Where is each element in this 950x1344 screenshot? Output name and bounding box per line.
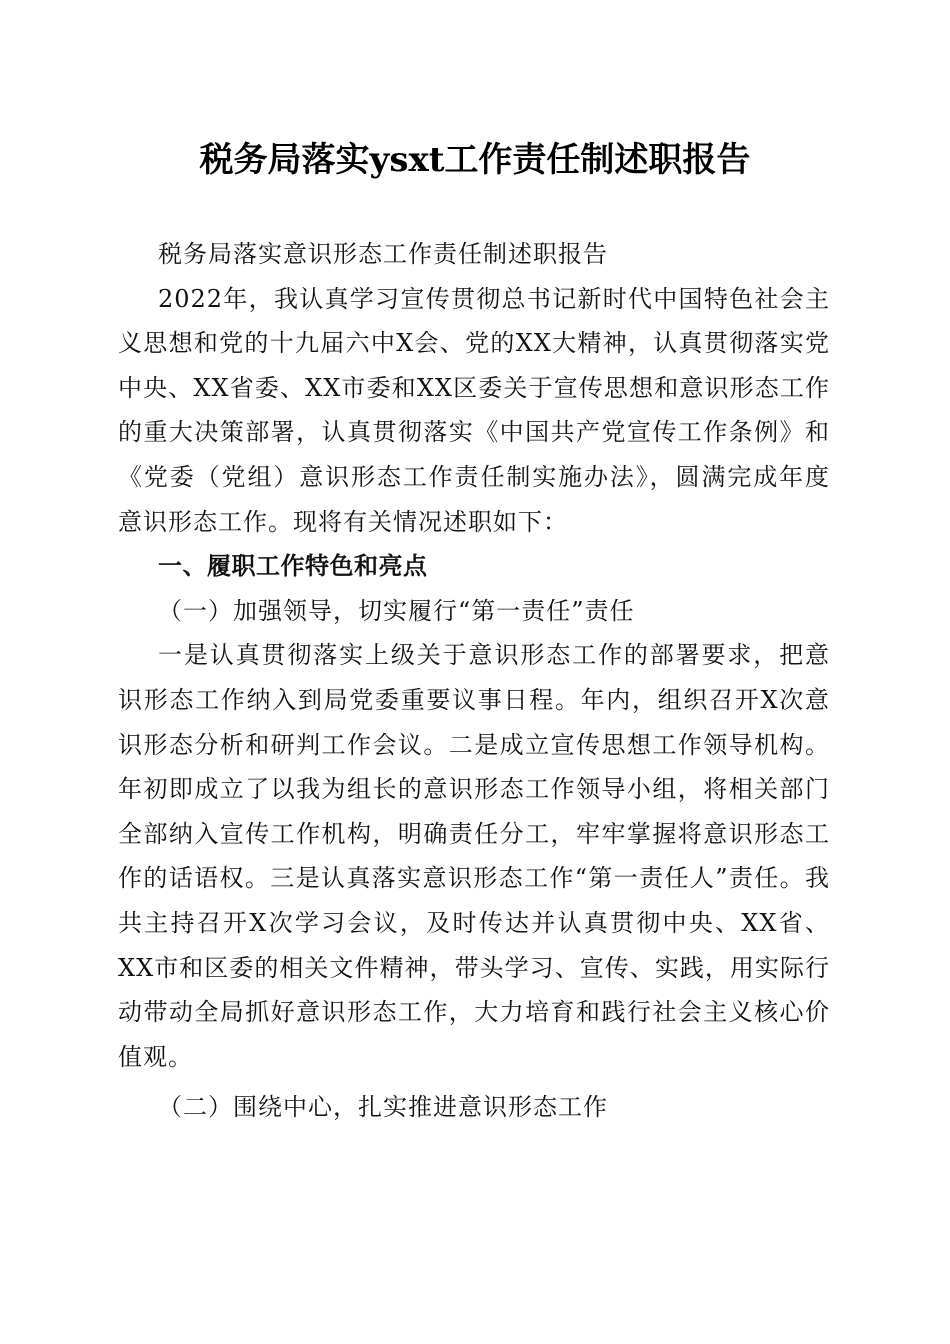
- document-body: [118, 232, 830, 1130]
- intro-paragraph: 2022年，我认真学习宣传贯彻总书记新时代中国特色社会主义思想和党的十九届六中X会、党的XX大精神，认真贯彻落实党中央、XX省委、XX市委和XX区委关于宣传思想和意识形态工作的重大决策部署，认真贯彻落实《中国共产党宣传工作条例》和《党委（党组）意识形态工作责任制实施办法》，圆满完成年度意识形态工作。现将有关情况述职如下：: [118, 284, 830, 536]
- section-heading-1: 一、履职工作特色和亮点: [158, 552, 428, 581]
- document-title: 税务局落实ysxt工作责任制述职报告: [199, 140, 751, 180]
- subsection-1-paragraph: 一是认真贯彻落实上级关于意识形态工作的部署要求，把意识形态工作纳入到局党委重要议事日程。年内，组织召开X次意识形态分析和研判工作会议。二是成立宣传思想工作领导机构。年初即成立了以我为组长的意识形态工作领导小组，将相关部门全部纳入宣传工作机构，明确责任分工，牢牢掌握将意识形态工作的话语权。三是认真落实意识形态工作“第一责任人”责任。我共主持召开X次学习会议，及时传达并认真贯彻中央、XX省、XX市和区委的相关文件精神，带头学习、宣传、实践，用实际行动带动全局抓好意识形态工作，大力培育和践行社会主义核心价值观。: [118, 641, 830, 1071]
- document-subtitle: 税务局落实意识形态工作责任制述职报告: [158, 240, 608, 268]
- subsection-heading-1: （一）加强领导，切实履行“第一责任”责任: [158, 596, 635, 625]
- subsection-heading-2: （二）围绕中心，扎实推进意识形态工作: [158, 1093, 608, 1122]
